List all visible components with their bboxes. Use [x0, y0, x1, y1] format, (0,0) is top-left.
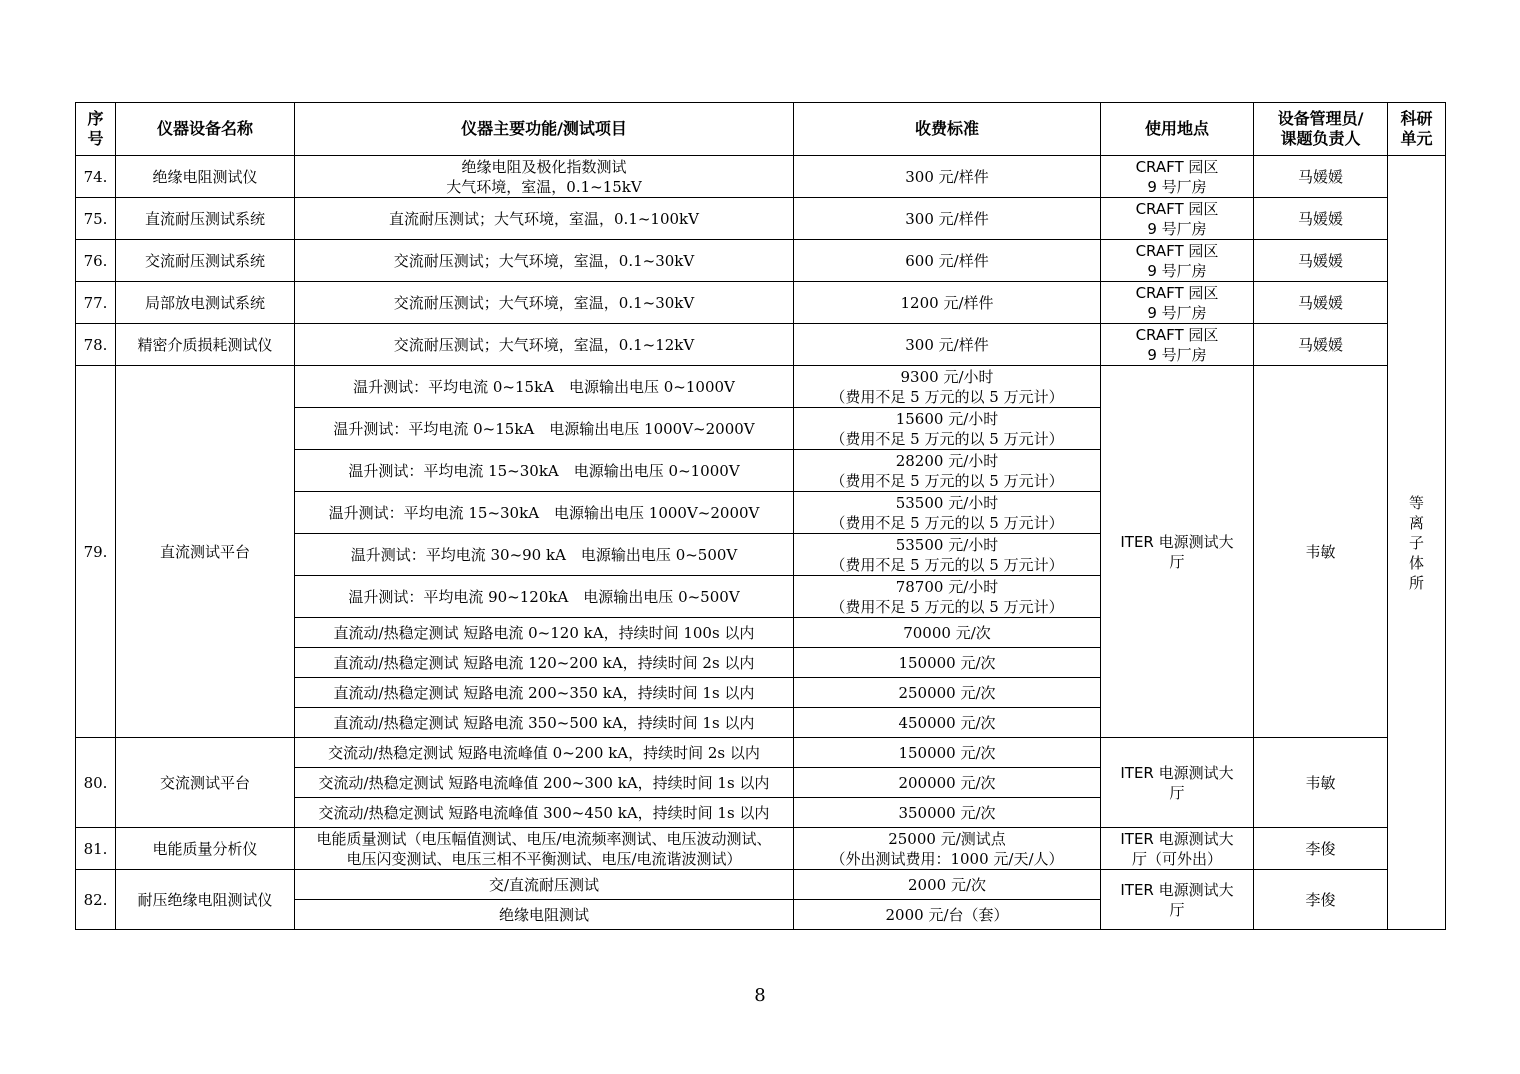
cell-function: 温升测试：平均电流 0~15kA 电源输出电压 1000V~2000V	[295, 408, 794, 450]
header-seq: 序 号	[76, 103, 116, 156]
cell-name: 直流耐压测试系统	[116, 198, 295, 240]
cell-fee: 450000 元/次	[794, 708, 1101, 738]
cell-seq: 82.	[76, 870, 116, 930]
cell-fee: 350000 元/次	[794, 798, 1101, 828]
cell-name: 交流测试平台	[116, 738, 295, 828]
cell-fee: 25000 元/测试点 （外出测试费用：1000 元/天/人）	[794, 828, 1101, 870]
cell-name: 绝缘电阻测试仪	[116, 156, 295, 198]
cell-function: 温升测试：平均电流 0~15kA 电源输出电压 0~1000V	[295, 366, 794, 408]
table-row	[76, 738, 1446, 768]
cell-function: 交/直流耐压测试	[295, 870, 794, 900]
cell-location: CRAFT 园区 9 号厂房	[1101, 198, 1254, 240]
cell-function: 交流耐压测试；大气环境，室温，0.1~12kV	[295, 324, 794, 366]
cell-function: 交流耐压测试；大气环境，室温，0.1~30kV	[295, 282, 794, 324]
cell-manager: 马媛媛	[1254, 282, 1388, 324]
cell-name: 直流测试平台	[116, 366, 295, 738]
cell-fee: 250000 元/次	[794, 678, 1101, 708]
table-row	[76, 156, 1446, 198]
cell-seq: 76.	[76, 240, 116, 282]
table-row	[76, 240, 1446, 282]
cell-location: ITER 电源测试大 厅（可外出）	[1101, 828, 1254, 870]
cell-function: 电能质量测试（电压幅值测试、电压/电流频率测试、电压波动测试、 电压闪变测试、电压三相不平衡测试、电压/电流谐波测试）	[295, 828, 794, 870]
table-row	[76, 282, 1446, 324]
cell-function: 直流动/热稳定测试 短路电流 200~350 kA，持续时间 1s 以内	[295, 678, 794, 708]
cell-name: 耐压绝缘电阻测试仪	[116, 870, 295, 930]
cell-name: 电能质量分析仪	[116, 828, 295, 870]
table-row	[76, 870, 1446, 900]
cell-manager: 马媛媛	[1254, 324, 1388, 366]
cell-location: CRAFT 园区 9 号厂房	[1101, 156, 1254, 198]
cell-fee: 53500 元/小时 （费用不足 5 万元的以 5 万元计）	[794, 492, 1101, 534]
cell-function: 交流动/热稳定测试 短路电流峰值 0~200 kA，持续时间 2s 以内	[295, 738, 794, 768]
cell-seq: 80.	[76, 738, 116, 828]
cell-function: 交流动/热稳定测试 短路电流峰值 300~450 kA，持续时间 1s 以内	[295, 798, 794, 828]
cell-fee: 9300 元/小时 （费用不足 5 万元的以 5 万元计）	[794, 366, 1101, 408]
cell-name: 交流耐压测试系统	[116, 240, 295, 282]
cell-function: 绝缘电阻及极化指数测试 大气环境，室温，0.1~15kV	[295, 156, 794, 198]
cell-manager: 马媛媛	[1254, 240, 1388, 282]
cell-manager: 韦敏	[1254, 738, 1388, 828]
cell-seq: 79.	[76, 366, 116, 738]
cell-manager: 李俊	[1254, 870, 1388, 930]
cell-function: 直流动/热稳定测试 短路电流 120~200 kA，持续时间 2s 以内	[295, 648, 794, 678]
table-row	[76, 366, 1446, 408]
cell-fee: 600 元/样件	[794, 240, 1101, 282]
cell-function: 直流动/热稳定测试 短路电流 0~120 kA，持续时间 100s 以内	[295, 618, 794, 648]
cell-fee: 70000 元/次	[794, 618, 1101, 648]
cell-manager: 李俊	[1254, 828, 1388, 870]
cell-fee: 150000 元/次	[794, 648, 1101, 678]
header-unit: 科研 单元	[1388, 103, 1446, 156]
cell-location: CRAFT 园区 9 号厂房	[1101, 324, 1254, 366]
cell-function: 直流动/热稳定测试 短路电流 350~500 kA，持续时间 1s 以内	[295, 708, 794, 738]
table-row	[76, 828, 1446, 870]
cell-function: 直流耐压测试；大气环境，室温，0.1~100kV	[295, 198, 794, 240]
cell-fee: 150000 元/次	[794, 738, 1101, 768]
cell-location: CRAFT 园区 9 号厂房	[1101, 282, 1254, 324]
cell-fee: 53500 元/小时 （费用不足 5 万元的以 5 万元计）	[794, 534, 1101, 576]
cell-fee: 300 元/样件	[794, 198, 1101, 240]
header-function: 仪器主要功能/测试项目	[295, 103, 794, 156]
cell-research-unit: 等 离 子 体 所	[1388, 156, 1446, 930]
header-manager: 设备管理员/ 课题负责人	[1254, 103, 1388, 156]
cell-seq: 78.	[76, 324, 116, 366]
cell-manager: 韦敏	[1254, 366, 1388, 738]
cell-function: 交流动/热稳定测试 短路电流峰值 200~300 kA，持续时间 1s 以内	[295, 768, 794, 798]
cell-location: CRAFT 园区 9 号厂房	[1101, 240, 1254, 282]
header-location: 使用地点	[1101, 103, 1254, 156]
cell-location: ITER 电源测试大 厅	[1101, 366, 1254, 738]
cell-fee: 300 元/样件	[794, 324, 1101, 366]
cell-seq: 81.	[76, 828, 116, 870]
cell-fee: 200000 元/次	[794, 768, 1101, 798]
cell-seq: 75.	[76, 198, 116, 240]
cell-location: ITER 电源测试大 厅	[1101, 870, 1254, 930]
header-row	[76, 103, 1446, 156]
cell-name: 局部放电测试系统	[116, 282, 295, 324]
page-number: 8	[754, 985, 766, 1006]
cell-manager: 马媛媛	[1254, 156, 1388, 198]
cell-location: ITER 电源测试大 厅	[1101, 738, 1254, 828]
cell-seq: 74.	[76, 156, 116, 198]
cell-function: 温升测试：平均电流 15~30kA 电源输出电压 1000V~2000V	[295, 492, 794, 534]
cell-function: 温升测试：平均电流 30~90 kA 电源输出电压 0~500V	[295, 534, 794, 576]
cell-function: 交流耐压测试；大气环境，室温，0.1~30kV	[295, 240, 794, 282]
cell-fee: 28200 元/小时 （费用不足 5 万元的以 5 万元计）	[794, 450, 1101, 492]
cell-fee: 2000 元/次	[794, 870, 1101, 900]
cell-function: 绝缘电阻测试	[295, 900, 794, 930]
cell-seq: 77.	[76, 282, 116, 324]
cell-fee: 2000 元/台（套）	[794, 900, 1101, 930]
header-fee: 收费标准	[794, 103, 1101, 156]
cell-function: 温升测试：平均电流 90~120kA 电源输出电压 0~500V	[295, 576, 794, 618]
cell-fee: 15600 元/小时 （费用不足 5 万元的以 5 万元计）	[794, 408, 1101, 450]
cell-fee: 300 元/样件	[794, 156, 1101, 198]
cell-function: 温升测试：平均电流 15~30kA 电源输出电压 0~1000V	[295, 450, 794, 492]
table-row	[76, 324, 1446, 366]
cell-manager: 马媛媛	[1254, 198, 1388, 240]
header-name: 仪器设备名称	[116, 103, 295, 156]
table-row	[76, 198, 1446, 240]
cell-fee: 1200 元/样件	[794, 282, 1101, 324]
cell-name: 精密介质损耗测试仪	[116, 324, 295, 366]
equipment-fee-table	[75, 102, 1446, 930]
cell-fee: 78700 元/小时 （费用不足 5 万元的以 5 万元计）	[794, 576, 1101, 618]
